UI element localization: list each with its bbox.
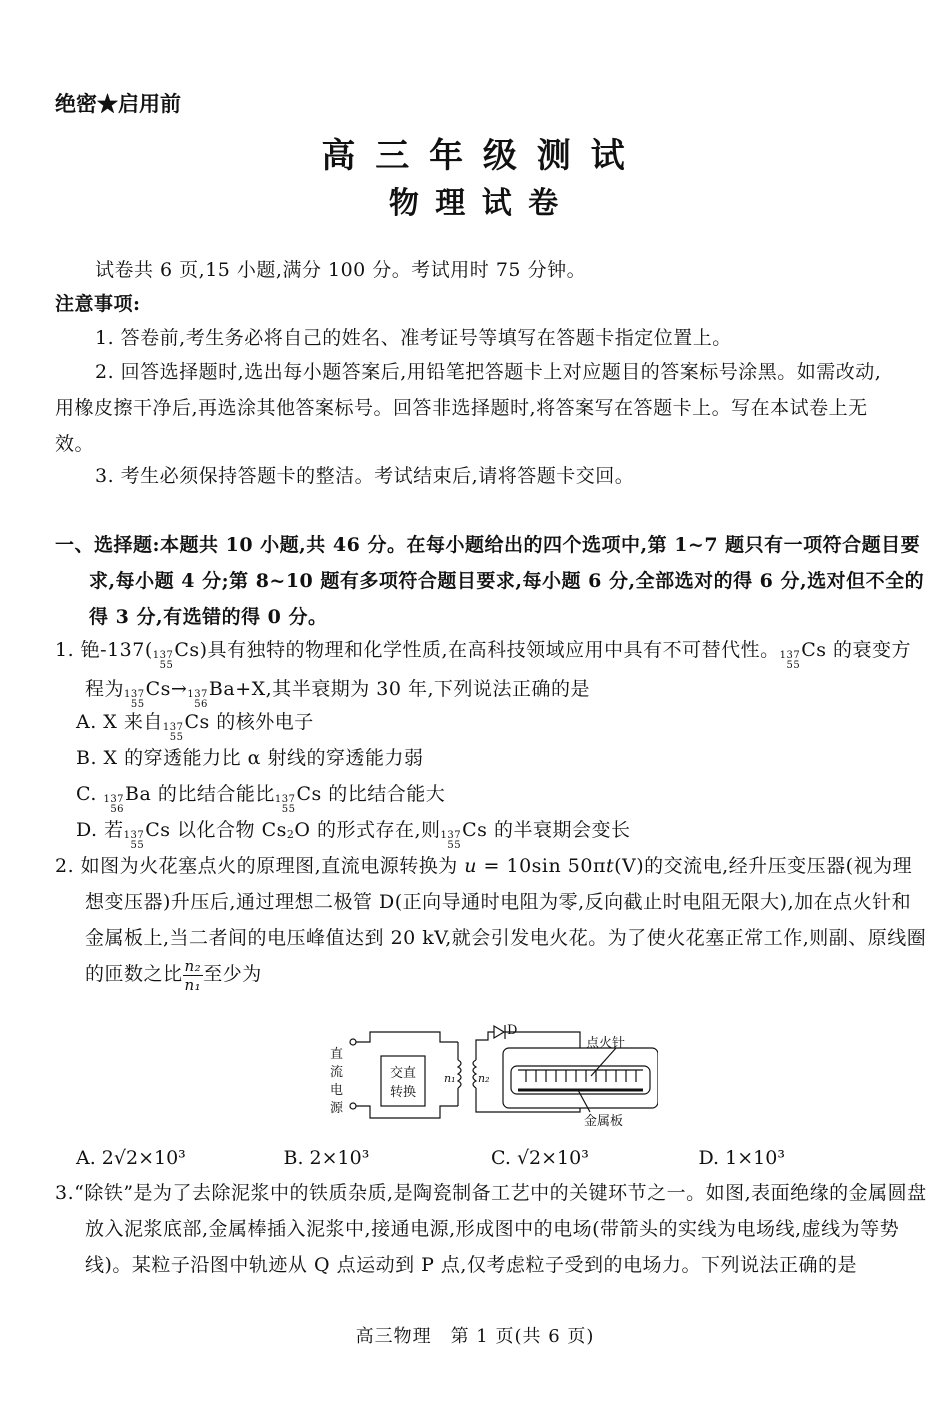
- note-item: 3. 考生必须保持答题卡的整洁。考试结束后,请将答题卡交回。: [95, 465, 635, 487]
- question-1-stem: 1. 铯-137( 137 55 Cs)具有独特的物理和化学性质,在高科技领域应用中具有不可替代性。 137 55 Cs 的衰变方程为 137 55 Cs→ 137 56 Ba+X,其半衰期为 30 年,下列说法正确的是: [55, 639, 912, 710]
- svg-text:直: 直: [330, 1047, 344, 1062]
- svg-text:源: 源: [330, 1101, 344, 1116]
- question-2-option-c: C. √2×10³: [491, 1147, 589, 1169]
- question-1-option-d: D. 若 137 55 Cs 以化合物 Cs2O 的形式存在,则 137 55 Cs 的半衰期会变长: [76, 819, 631, 851]
- notes-heading: 注意事项:: [55, 293, 141, 315]
- section-heading: 一、选择题:本题共 10 小题,共 46 分。在每小题给出的四个选项中,第 1~7 题只有一项符合题目要求,每小题 4 分;第 8~10 题有多项符合题目要求,每小题 6 分,全部选对的得 6 分,选对但不全的得 3 分,有选错的得 0 分。: [55, 534, 925, 628]
- question-1-option-a: A. X 来自 137 55 Cs 的核外电子: [76, 711, 314, 743]
- secret-label: 绝密★启用前: [55, 91, 181, 116]
- note-item: 1. 答卷前,考生务必将自己的姓名、准考证号等填写在答题卡指定位置上。: [95, 327, 732, 349]
- exam-title: 高 三 年 级 测 试: [321, 136, 629, 176]
- spark-plug-circuit-diagram: [318, 1020, 658, 1132]
- svg-text:流: 流: [330, 1065, 344, 1080]
- question-1-option-c: C. 137 56 Ba 的比结合能比 137 55 Cs 的比结合能大: [76, 783, 446, 815]
- svg-text:交直: 交直: [390, 1066, 417, 1081]
- svg-text:电: 电: [330, 1083, 344, 1098]
- question-2-stem: 2. 如图为火花塞点火的原理图,直流电源转换为 u = 10sin 50πt(V)的交流电,经升压变压器(视为理想变压器)升压后,通过理想二极管 D(正向导通时电阻为零,反向截止时电阻无限大),加在点火针和金属板上,当二者间的电压峰值达到 20 kV,就会引发电火花。为了使火花塞正常工作,则副、原线圈的匝数之比 $\frac{\text{n₂}}{\text{n₁}}$ 至少为: [55, 855, 927, 994]
- question-3-stem: 3.“除铁”是为了去除泥浆中的铁质杂质,是陶瓷制备工艺中的关键环节之一。如图,表面绝缘的金属圆盘放入泥浆底部,金属棒插入泥浆中,接通电源,形成图中的电场(带箭头的实线为电场线,虚线为等势线)。某粒子沿图中轨迹从 Q 点运动到 P 点,仅考虑粒子受到的电场力。下列说法正确的是: [55, 1182, 927, 1276]
- question-1-option-b: B. X 的穿透能力比 α 射线的穿透能力弱: [76, 747, 424, 769]
- svg-text:n₂: n₂: [478, 1072, 490, 1085]
- page-footer: 高三物理 第 1 页(共 6 页): [355, 1326, 595, 1347]
- svg-text:金属板: 金属板: [584, 1114, 624, 1129]
- svg-text:点火针: 点火针: [586, 1036, 626, 1051]
- intro-text: 试卷共 6 页,15 小题,满分 100 分。考试用时 75 分钟。: [95, 259, 587, 281]
- svg-text:D: D: [507, 1023, 518, 1038]
- question-2-options: [76, 1140, 906, 1176]
- note-item: 2. 回答选择题时,选出每小题答案后,用铅笔把答题卡上对应题目的答案标号涂黑。如需改动,用橡皮擦干净后,再选涂其他答案标号。回答非选择题时,将答案写在答题卡上。写在本试卷上无效。: [55, 361, 882, 455]
- svg-text:n₁: n₁: [444, 1072, 456, 1085]
- svg-text:转换: 转换: [390, 1085, 417, 1100]
- question-2-option-d: D. 1×10³: [698, 1147, 785, 1169]
- question-2-option-a: A. 2√2×10³: [76, 1147, 186, 1169]
- question-2-option-b: B. 2×10³: [283, 1147, 370, 1169]
- subject-title: 物 理 试 卷: [388, 186, 562, 221]
